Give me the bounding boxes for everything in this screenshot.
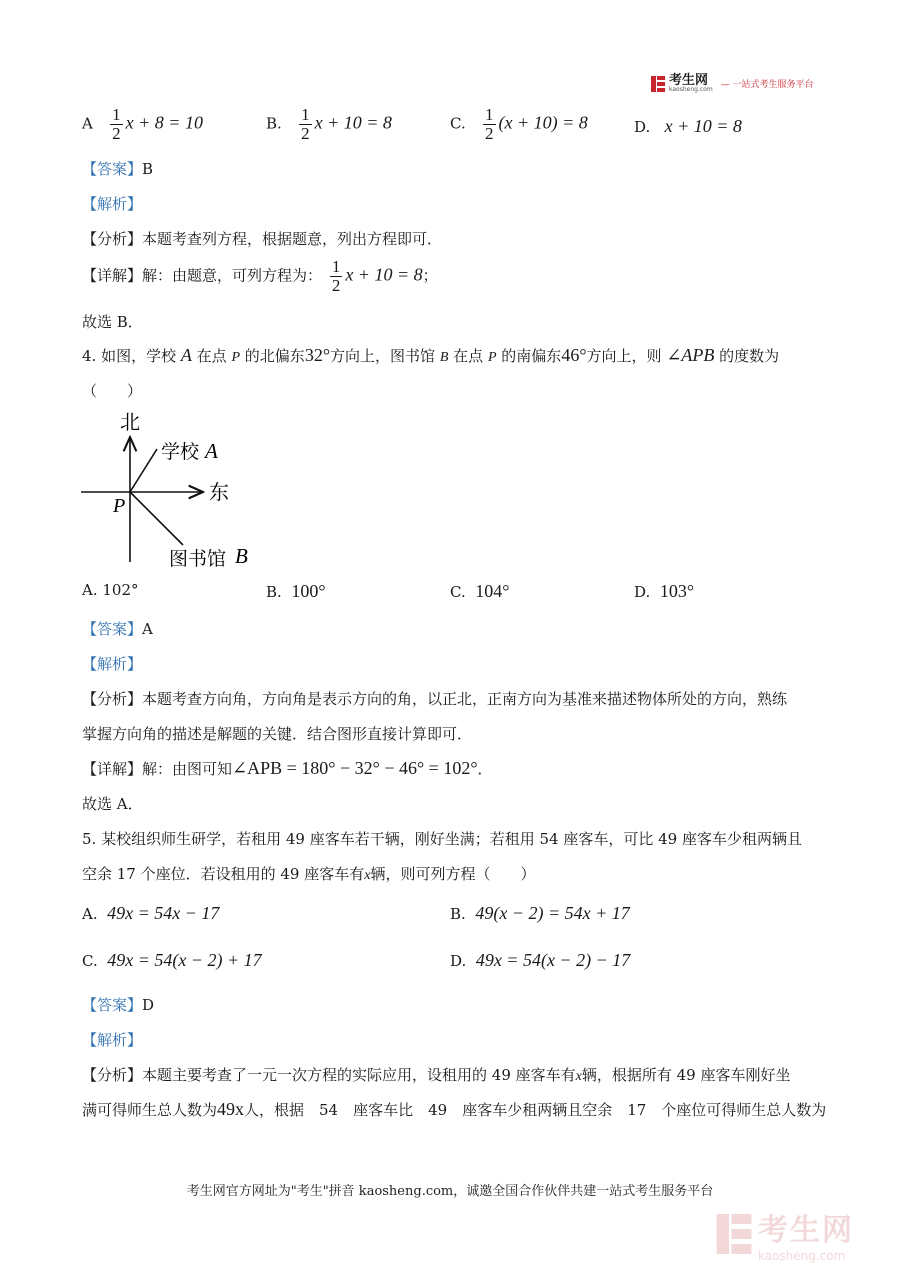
stem-text: 方向上，图书馆 [330,347,436,365]
xiangjie-tag: 【详解】 [82,760,143,778]
option-label: D. [634,583,651,601]
option-expr: x + 10 = 8 [664,116,742,136]
var-x: x [575,1069,582,1084]
option-value: 103° [659,581,695,601]
q4-fenxi-line2: 掌握方向角的描述是解题的关键．结合图形直接计算即可． [82,725,473,743]
var-b: B [439,350,449,365]
q5-stem-line2 [82,863,535,884]
q5-option-a [82,903,219,924]
answer-tag: 【答案】 [82,160,143,178]
xiangjie-tag: 【详解】 [82,266,143,285]
q4-option-d [634,581,694,602]
q4-option-a [82,581,139,599]
option-label: C. [450,114,466,133]
q3-conclusion: 故选 B． [82,313,143,331]
label-p: P [113,495,126,517]
q4-xiangjie [82,758,493,779]
watermark-text: 考生网 [758,1213,854,1248]
option-label: A [82,114,93,133]
logo-icon [651,76,665,92]
stem-text: 的北偏东 [244,347,305,365]
punct: ； [422,266,438,285]
fenxi-tag: 【分析】 [82,690,143,708]
option-expr: 49x = 54(x − 2) − 17 [475,950,631,970]
q4-conclusion: 故选 A． [82,795,143,813]
logo-domain: kaosheng.com [669,86,713,93]
stem-text: 辆，则可列方程（ ） [370,865,536,883]
q4-option-b [266,581,326,602]
q3-option-b [266,106,392,143]
answer-value: A [142,620,153,638]
watermark [716,1205,854,1263]
option-expr: (x + 10) = 8 [498,112,588,133]
punct: ． [477,760,493,778]
fenxi-text: 本题主要考查了一元一次方程的实际应用，设租用的 49 座客车有 [142,1066,576,1084]
stem-text: 在点 [453,347,484,365]
logo-name: 考生网 [669,73,709,88]
fenxi-tag: 【分析】 [82,1066,143,1084]
option-expr: 49(x − 2) = 54x + 17 [475,903,630,923]
q3-fenxi [82,228,442,249]
var-p: P [231,350,241,365]
option-label: B. [450,905,466,923]
q3-option-c [450,106,588,143]
q4-fenxi-line1 [82,688,787,709]
ray-pb [130,492,183,545]
stem-text: 的度数为 [719,347,780,365]
q3-answer [82,158,153,179]
var-a: A [180,345,192,365]
fraction: $\frac{1}{2}$ [112,105,121,143]
option-label: C. [82,952,98,970]
stem-text: 的南偏东 [501,347,562,365]
fenxi-text: 人，根据 54 座客车比 49 座客车少租两辆且空余 17 个座位可得师生总人数为 [244,1101,827,1119]
q5-analysis-tag: 【解析】 [82,1031,143,1049]
stem-text: 在点 [196,347,227,365]
var-x: x [364,868,371,883]
option-label: A. [82,905,98,923]
option-label: B. [266,583,282,601]
q3-option-a [82,106,203,143]
fenxi-text: 本题考查方向角，方向角是表示方向的角，以正北，正南方向为基准来描述物体所处的方向，熟练 [142,690,788,708]
var-p: P [487,350,497,365]
q5-fenxi-line2 [82,1099,826,1120]
q4-option-c [450,581,509,602]
answer-value: D [142,996,155,1014]
direction-figure [75,405,295,575]
q5-stem-line1: 5. 某校组织师生研学，若租用 49 座客车若干辆，刚好坐满；若租用 54 座客车，可比 49 座客车少租两辆且 [82,830,802,848]
stem-text: 方向上，则 [586,347,662,365]
label-school-var: A [205,439,218,463]
answer-tag: 【答案】 [82,620,143,638]
watermark-domain: kaosheng.com [758,1249,846,1263]
stem-text: 4. 如图，学校 [82,347,177,365]
label-school: 学校 [161,441,200,463]
option-label: D. [450,952,467,970]
fraction: $\frac{1}{2}$ [331,257,341,295]
option-label: B. [266,114,282,133]
option-value: 102° [102,581,139,599]
xiangjie-expr: ∠APB = 180° − 32° − 46° = 102° [232,758,478,778]
option-expr: x + 8 = 10 [125,112,203,133]
stem-text: 空余 17 个座位．若设租用的 49 座客车有 [82,865,365,883]
footer-text: 考生网官方网址为"考生"拼音 kaosheng.com，诚邀全国合作伙伴共建一站式考生服务平台 [186,1184,714,1199]
fenxi-tag: 【分析】 [82,230,143,248]
fraction: $\frac{1}{2}$ [485,105,494,143]
label-east: 东 [209,480,229,504]
fenxi-text: 辆，根据所有 49 座客车刚好坐 [581,1066,791,1084]
option-expr: 49x = 54(x − 2) + 17 [107,950,262,970]
option-label: C. [450,583,466,601]
ray-pa [130,449,157,492]
watermark-logo-icon [716,1214,752,1254]
option-label: A. [82,581,98,599]
q3-analysis-tag: 【解析】 [82,195,143,213]
q4-answer [82,618,153,639]
answer-value: B [142,160,154,178]
header-slogan: — 一站式考生服务平台 [720,80,814,90]
q3-xiangjie [82,258,438,295]
q4-stem [82,345,779,366]
q5-option-c [82,950,262,971]
q3-option-d [634,116,742,137]
option-label: D. [634,118,651,136]
fraction: $\frac{1}{2}$ [301,105,310,143]
q4-paren: （ ） [82,382,143,400]
xiangjie-text: 解：由图可知 [142,760,233,778]
xiangjie-text: 解：由题意，可列方程为： [142,266,323,285]
q5-option-b [450,903,630,924]
answer-tag: 【答案】 [82,996,143,1014]
fenxi-text: 本题考查列方程，根据题意，列出方程即可． [142,230,443,248]
q5-fenxi-line1 [82,1064,791,1085]
q5-option-d [450,950,630,971]
fenxi-text: 满可得师生总人数为 [82,1101,218,1119]
angle-value: 32° [304,345,331,365]
slogan-text: 一站式考生服务平台 [732,80,814,90]
label-library: 图书馆 [169,548,227,570]
header-logo [651,74,814,93]
option-expr: x + 10 = 8 [314,112,392,133]
q5-answer [82,994,154,1015]
label-north: 北 [120,410,140,434]
q4-analysis-tag: 【解析】 [82,655,143,673]
angle-value: 46° [561,345,587,365]
fenxi-expr: 49x [217,1099,245,1119]
xiangjie-expr: x + 10 = 8 [345,264,423,285]
angle-name: ∠APB [666,345,715,365]
option-value: 100° [291,581,326,601]
option-expr: 49x = 54x − 17 [107,903,220,923]
label-library-var: B [235,544,248,568]
option-value: 104° [475,581,510,601]
